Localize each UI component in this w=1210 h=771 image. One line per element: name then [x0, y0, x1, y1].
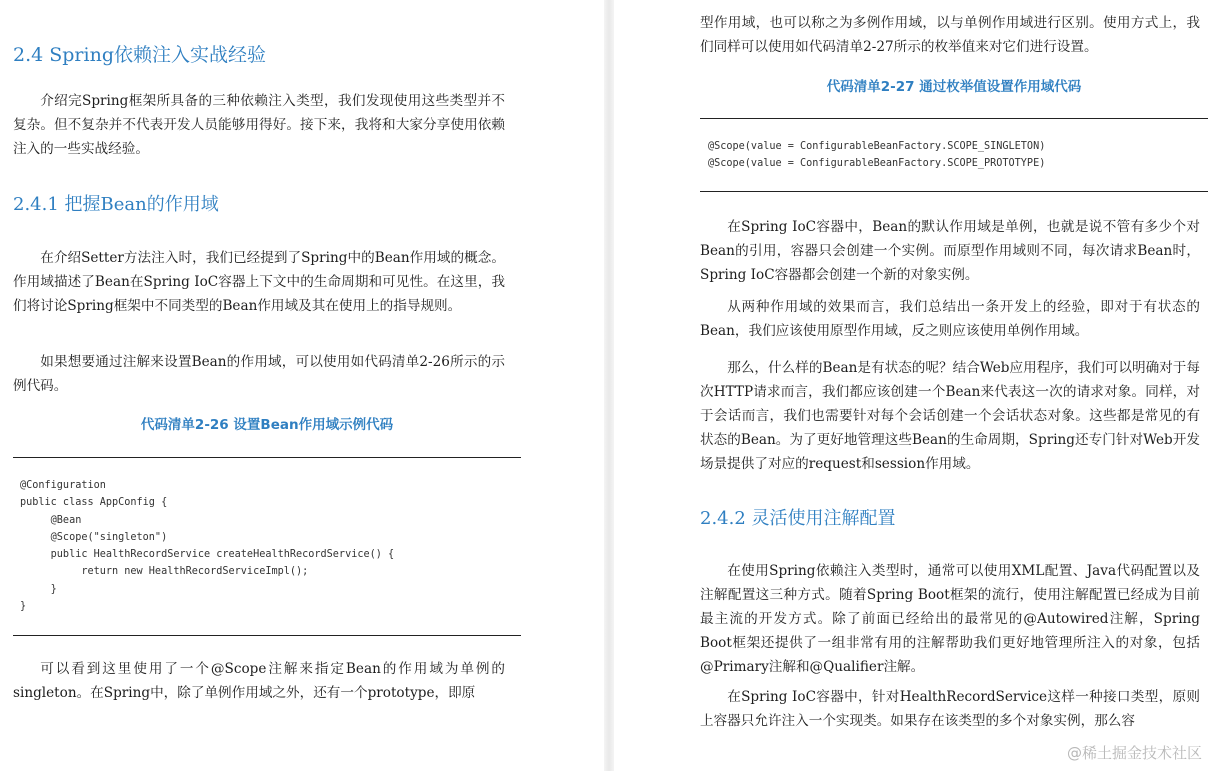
- left-code-line: public class AppConfig {: [20, 497, 168, 509]
- paragraph-scope-intro: 在介绍Setter方法注入时，我们已经提到了Spring中的Bean作用域的概念。作用域描述了Bean在Spring IoC容器上下文中的生命周期和可见性。在这里，我们将讨论Spring框架中不同类型的Bean作用域及其在使用上的指导规则。: [13, 250, 505, 314]
- code-block-2-27: [708, 138, 1045, 173]
- subsection-title-2-4-2: 2.4.2 灵活使用注解配置: [700, 508, 896, 529]
- left-code-line: }: [20, 601, 27, 613]
- left-code-line: }: [20, 583, 57, 595]
- left-code-line: @Bean: [20, 514, 82, 526]
- left-code-line: public HealthRecordService createHealthRecordService() {: [20, 549, 395, 561]
- intro-paragraph: 介绍完Spring框架所具备的三种依赖注入类型，我们发现使用这些类型并不复杂。但不复杂并不代表开发人员能够用得好。接下来，我将和大家分享使用依赖注入的一些实战经验。: [13, 93, 505, 157]
- paragraph-scope-explanation: 可以看到这里使用了一个@Scope注解来指定Bean的作用域为单例的singleton。在Spring中，除了单例作用域之外，还有一个prototype，即原: [13, 661, 505, 701]
- left-page: [0, 0, 604, 771]
- code-top-rule: [700, 118, 1208, 119]
- right-code-line: @Scope(value = ConfigurableBeanFactory.SCOPE_PROTOTYPE): [708, 158, 1046, 170]
- code-caption-2-26: 代码清单2-26 设置Bean作用域示例代码: [140, 417, 394, 433]
- subsection-title-2-4-1: 2.4.1 把握Bean的作用域: [13, 194, 219, 215]
- code-caption-2-27: 代码清单2-27 通过枚举值设置作用域代码: [826, 79, 1082, 95]
- paragraph-annotation-config: 在使用Spring依赖注入类型时，通常可以使用XML配置、Java代码配置以及注解配置这三种方式。随着Spring Boot框架的流行，使用注解配置已经成为目前最主流的开发方式。除了前面已经给出的最常见的@Autowired注解，Spring Boot框架还提供了一组非常有用的注解帮助我们更好地管理所注入的对象，包括@Primary注解和@Qualifier注解。: [700, 563, 1200, 675]
- code-top-rule: [13, 457, 521, 458]
- paragraph-stateful-bean: 那么，什么样的Bean是有状态的呢？结合Web应用程序，我们可以明确对于每次HTTP请求而言，我们都应该创建一个Bean来代表这一次的请求对象。同样，对于会话而言，我们也需要针对每个会话创建一个会话状态对象。这些都是常见的有状态的Bean。为了更好地管理这些Bean的生命周期，Spring还专门针对Web开发场景提供了对应的request和session作用域。: [700, 360, 1200, 472]
- left-code-line: @Scope("singleton"): [20, 531, 168, 543]
- paragraph-ioc-container: 在Spring IoC容器中，针对HealthRecordService这样一种接口类型，原则上容器只允许注入一个实现类。如果存在该类型的多个对象实例，那么容: [700, 689, 1200, 729]
- left-code-line: @Configuration: [20, 480, 106, 491]
- page-gutter: [604, 0, 614, 771]
- code-bottom-rule: [13, 635, 521, 636]
- right-page: [614, 0, 1210, 771]
- watermark: @稀土掘金技术社区: [1066, 744, 1202, 762]
- left-code-line: return new HealthRecordServiceImpl();: [20, 566, 309, 578]
- paragraph-experience: 从两种作用域的效果而言，我们总结出一条开发上的经验，即对于有状态的Bean，我们应该使用原型作用域，反之则应该使用单例作用域。: [700, 299, 1200, 339]
- code-bottom-rule: [700, 191, 1208, 192]
- code-block-2-26: [20, 477, 394, 615]
- right-code-line: @Scope(value = ConfigurableBeanFactory.SCOPE_SINGLETON): [708, 141, 1046, 152]
- paragraph-annotation-usage: 如果想要通过注解来设置Bean的作用域，可以使用如代码清单2-26所示的示例代码。: [13, 354, 505, 394]
- section-title: 2.4 Spring依赖注入实战经验: [13, 44, 266, 66]
- paragraph-prototype-continuation: 型作用域，也可以称之为多例作用域，以与单例作用域进行区别。使用方式上，我们同样可以使用如代码清单2-27所示的枚举值来对它们进行设置。: [700, 15, 1200, 55]
- paragraph-default-scope: 在Spring IoC容器中，Bean的默认作用域是单例，也就是说不管有多少个对Bean的引用，容器只会创建一个实例。而原型作用域则不同，每次请求Bean时，Spring IoC容器都会创建一个新的对象实例。: [700, 219, 1200, 283]
